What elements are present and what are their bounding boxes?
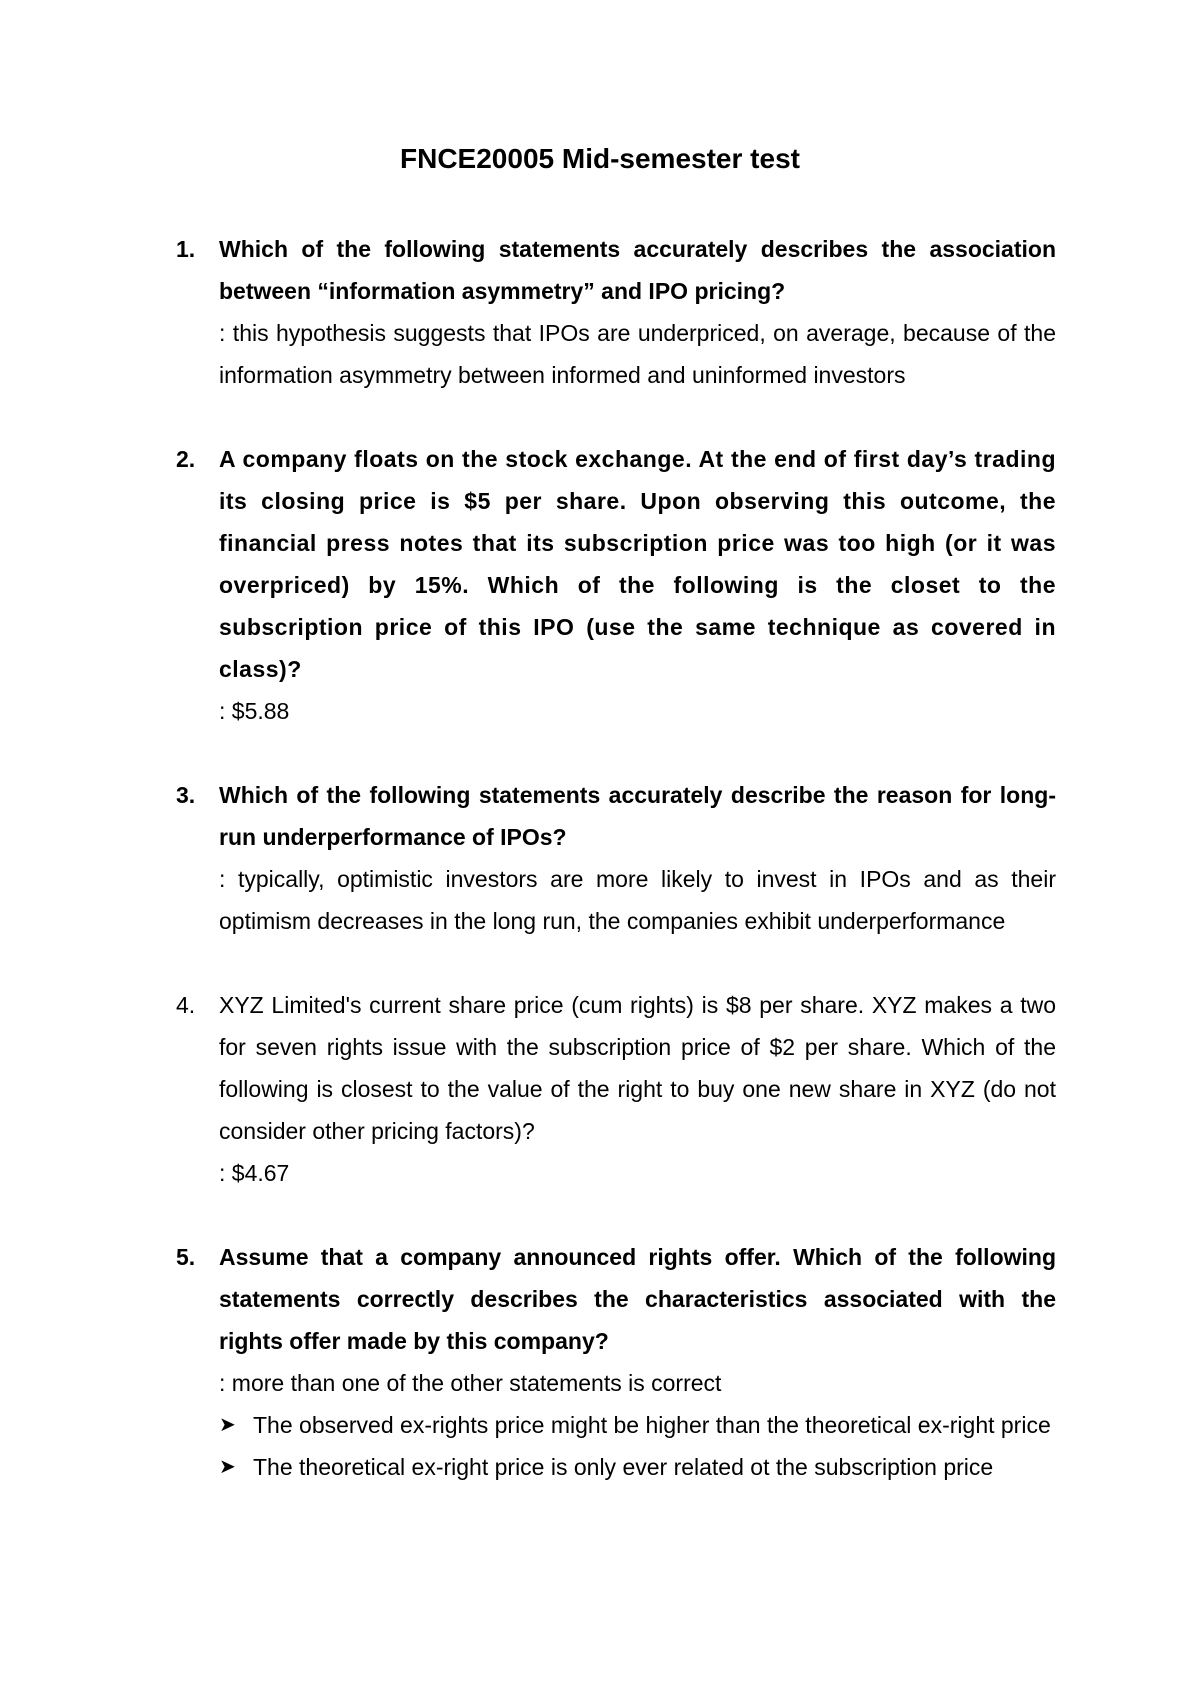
document-title: FNCE20005 Mid-semester test: [400, 143, 800, 174]
question-item-3: [176, 774, 1056, 942]
question-list: [176, 228, 1056, 1488]
question-number: 1.: [176, 236, 196, 262]
question-number: 5.: [176, 1244, 196, 1270]
answer-text: : this hypothesis suggests that IPOs are underpriced, on average, because of the information asymmetry between informed and uninformed investors: [219, 320, 1056, 388]
question-text: Which of the following statements accurately describe the reason for long-run underperformance of IPOs?: [219, 782, 1056, 850]
arrow-bullet-icon: ➤: [219, 1456, 236, 1478]
question-item-4: [176, 984, 1056, 1194]
answer-text: : $4.67: [219, 1160, 290, 1186]
question-number: 2.: [176, 446, 196, 472]
bullet-item: [219, 1404, 1056, 1446]
question-number: 3.: [176, 782, 196, 808]
answer-text: : typically, optimistic investors are more likely to invest in IPOs and as their optimism decreases in the long run, the companies exhibit underperformance: [219, 866, 1056, 934]
question-text: A company floats on the stock exchange. At the end of first day’s trading its closing price is $5 per share. Upon observing this outcome, the financial press notes that its subscription price was too high (or it was overpriced) by 15%. Which of the following is the closet to the subscription price of this IPO (use the same technique as covered in class)?: [219, 446, 1056, 682]
bullet-text: The theoretical ex-right price is only ever related ot the subscription price: [253, 1454, 994, 1480]
bullet-list: [219, 1404, 1056, 1488]
question-text: XYZ Limited's current share price (cum rights) is $8 per share. XYZ makes a two for seven rights issue with the subscription price of $2 per share. Which of the following is closest to the value of the right to buy one new share in XYZ (do not consider other pricing factors)?: [219, 992, 1056, 1144]
answer-text: : more than one of the other statements is correct: [219, 1370, 722, 1396]
answer-text: : $5.88: [219, 698, 290, 724]
arrow-bullet-icon: ➤: [219, 1414, 236, 1436]
question-item-1: [176, 228, 1056, 396]
bullet-item: [219, 1446, 1056, 1488]
question-number: 4.: [176, 992, 196, 1018]
question-item-5: [176, 1236, 1056, 1488]
question-text: Assume that a company announced rights offer. Which of the following statements correctly describes the characteristics associated with the rights offer made by this company?: [219, 1244, 1056, 1354]
question-item-2: [176, 438, 1056, 732]
bullet-text: The observed ex-rights price might be higher than the theoretical ex-right price: [253, 1412, 1051, 1438]
question-text: Which of the following statements accurately describes the association between “information asymmetry” and IPO pricing?: [219, 236, 1056, 304]
